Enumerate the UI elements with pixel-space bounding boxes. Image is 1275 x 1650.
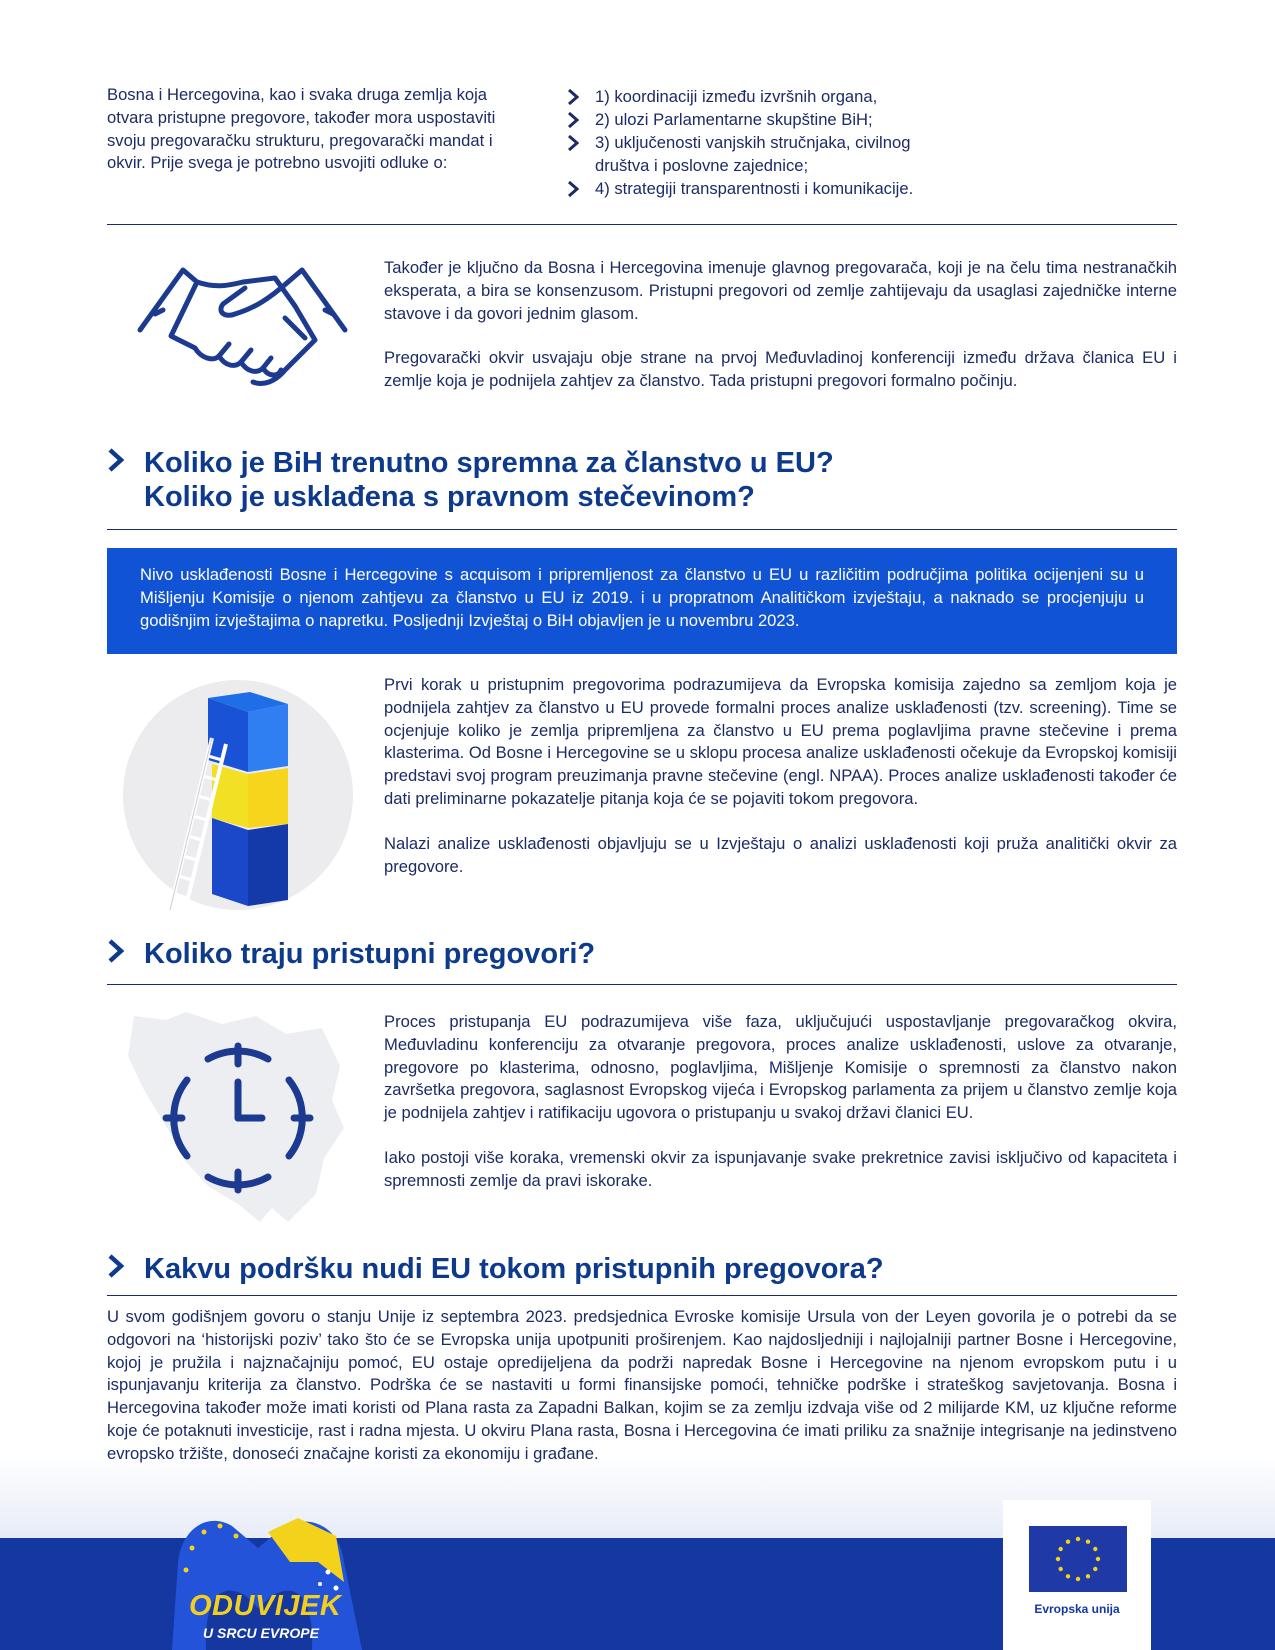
section-title-text: Koliko traju pristupni pregovori? <box>144 938 596 970</box>
list-item-text: 1) koordinaciji između izvršnih organa, <box>595 87 878 106</box>
duration-text <box>384 1011 1177 1193</box>
chevron-right-icon <box>107 1254 125 1278</box>
chevron-right-icon <box>107 939 125 963</box>
divider <box>107 224 1177 225</box>
eu-label: Evropska unija <box>1034 1602 1120 1616</box>
support-text <box>107 1306 1177 1466</box>
divider <box>107 529 1177 530</box>
chevron-right-icon <box>107 448 125 472</box>
section-heading-duration <box>107 937 1177 973</box>
section-title-line-2: Koliko je usklađena s pravnom stečevinom? <box>144 481 755 513</box>
duration-paragraph-2: Iako postoji više koraka, vremenski okvir za ispunjavanje svake prekretnice zavisi isključivo od kapaciteta i spremnosti zemlje da pravi iskorake. <box>384 1147 1177 1190</box>
screening-paragraph-1: Prvi korak u pristupnim pregovorima podrazumijeva da Evropska komisija zajedno sa zemljom koja je podnijela zahtjev za članstvo u EU provede formalni proces analize usklađenosti (tzv. screening). Time se ocjenjuje koliko je zemlja pripremljena za članstvo u EU prema poglavljima pravne stečevine i prema klasterima. Od Bosne i Hercegovine se u sklopu procesa analize usklađenosti očekuje da Evropskoj komisiji predstavi svoj program preuzimanja pravne stečevine (engl. NPAA). Proces analize usklađenosti također će dati preliminarne pokazatelje pitanja koja će se pojaviti tokom pregovora. <box>384 675 1177 808</box>
chevron-right-icon <box>567 89 579 105</box>
chevron-right-icon <box>567 181 579 197</box>
chevron-right-icon <box>567 112 579 128</box>
list-item <box>567 108 967 131</box>
campaign-title: ODUVIJEK <box>189 1590 342 1622</box>
section-title <box>144 937 595 971</box>
ladder-blocks-illustration <box>120 678 360 916</box>
list-item-text: 2) ulozi Parlamentarne skupštine BiH; <box>595 110 873 129</box>
section-heading-support <box>107 1252 1177 1288</box>
info-box <box>107 548 1177 654</box>
divider <box>107 1295 1177 1296</box>
section-title-line-1: Koliko je BiH trenutno spremna za članstvo u EU? <box>144 447 834 479</box>
decision-list <box>567 85 967 200</box>
section-title <box>144 1252 884 1286</box>
list-item <box>567 85 967 108</box>
section-title <box>144 446 834 514</box>
eu-logo-card <box>1003 1500 1151 1650</box>
list-item-text: 4) strategiji transparentnosti i komunikacije. <box>595 179 914 198</box>
handshake-icon <box>135 258 350 396</box>
info-box-text: Nivo usklađenosti Bosne i Hercegovine s acquisom i pripremljenost za članstvo u EU u različitim područjima politika ocijenjeni su u Mišljenju Komisije o njenom zahtjevu za članstvo u EU iz 2019. i u propratnom Analitičkom izvještaju, a naknado se procjenjuju u godišnjim izvještajima o napretku. Posljednji Izvještaj o BiH objavljen je u novembru 2023. <box>140 565 1144 630</box>
chevron-right-icon <box>567 135 579 151</box>
negotiator-text <box>384 257 1177 393</box>
campaign-subtitle: U SRCU EVROPE <box>203 1625 319 1641</box>
divider <box>107 984 1177 985</box>
negotiator-paragraph-2: Pregovarački okvir usvajaju obje strane na prvoj Međuvladinoj konferenciji između država članica EU i zemlje koja je podnijela zahtjev za članstvo. Tada pristupni pregovori formalno počinju. <box>384 348 1177 391</box>
list-item <box>567 177 967 200</box>
clock-icon <box>126 1008 352 1230</box>
section-heading-readiness <box>107 446 1177 516</box>
screening-text <box>384 674 1177 878</box>
intro-text <box>107 84 507 175</box>
eu-flag-icon <box>1029 1526 1127 1592</box>
intro-paragraph: Bosna i Hercegovina, kao i svaka druga zemlja koja otvara pristupne pregovore, također mora uspostaviti svoju pregovaračku strukturu, pregovarački mandat i okvir. Prije svega je potrebno usvojiti odluke o: <box>107 85 496 173</box>
list-item <box>567 131 967 177</box>
section-title-text: Kakvu podršku nudi EU tokom pristupnih pregovora? <box>144 1253 884 1285</box>
screening-paragraph-2: Nalazi analize usklađenosti objavljuju se u Izvještaju o analizi usklađenosti koji pruža analitički okvir za pregovore. <box>384 833 1177 876</box>
support-paragraph: U svom godišnjem govoru o stanju Unije iz septembra 2023. predsjednica Evroske komisije Ursula von der Leyen govorila je o potrebi da se odgovori na ‘historijski poziv’ tako što će se Evropska unija upotpuniti proširenjem. Kao najdosljedniji i najlojalniji partner Bosne i Hercegovine, kojoj je pružila i najznačajniju pomoć, EU ostaje opredijeljena da podrži napredak Bosne i Hercegovine na njenom evropskom putu i u ispunjavanju kriterija za članstvo. Podrška će se nastaviti u formi finansijske pomoći, tehničke podrške i strateškog savjetovanja. Bosna i Hercegovina također može imati koristi od Plana rasta za Zapadni Balkan, kojim se za zemlju izdvaja više od 2 milijarde KM, uz ključne reforme koje će potaknuti investicije, rast i radna mjesta. U okviru Plana rasta, Bosna i Hercegovina će imati priliku za snažnije integrisanje na jedinstveno evropsko tržište, donoseći značajne koristi za ekonomiju i građane. <box>107 1307 1177 1463</box>
list-item-text: 3) uključenosti vanjskih stručnjaka, civilnog društva i poslovne zajednice; <box>595 133 911 175</box>
eu-stars <box>1029 1526 1127 1592</box>
negotiator-paragraph-1: Također je ključno da Bosna i Hercegovina imenuje glavnog pregovarača, koji je na čelu tima nestranačkih eksperata, a bira se konsenzusom. Pristupni pregovori od zemlje zahtijevaju da usaglasi zajedničke interne stavove i da govori jednim glasom. <box>384 258 1177 323</box>
duration-paragraph-1: Proces pristupanja EU podrazumijeva više faza, uključujući uspostavljanje pregovaračkog okvira, Međuvladinu konferenciju za otvaranje pregovora, proces analize usklađenosti, uslove za otvaranje, pregovore po klasterima, odnosno, poglavljima, Mišljenje Komisije o spremnosti za članstvo nakon završetka pregovora, saglasnost Evropskog vijeća i Evropskog parlamenta za prijem u članstvo zemlje koja je podnijela zahtjev i ratifikaciju ugovora o pristupanju u svakoj državi članici EU. <box>384 1012 1177 1123</box>
